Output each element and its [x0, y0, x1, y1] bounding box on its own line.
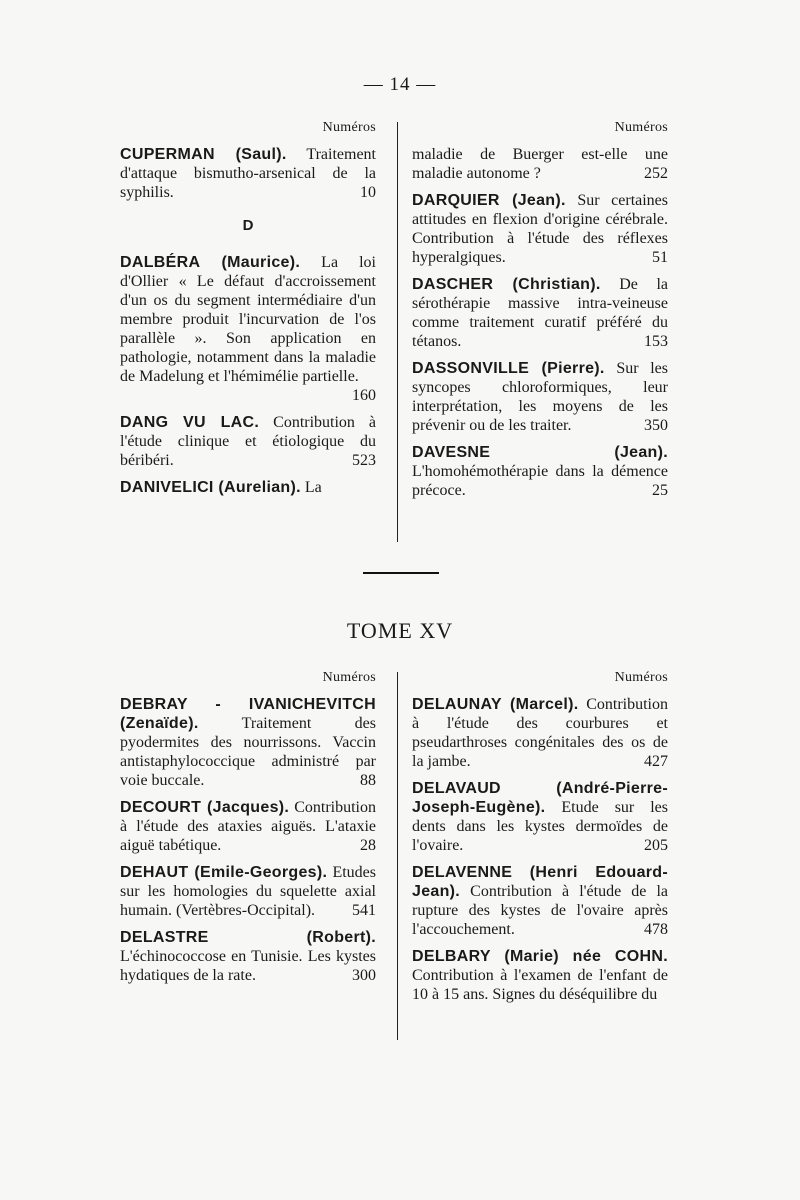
entry-title: De la sérothérapie massive intra-veineuse comme traitement curatif préféré du tétanos.	[412, 276, 668, 350]
entry-number: 51	[652, 249, 668, 266]
entry-author: DELAVAUD (André-Pierre-Joseph-Eugène).	[412, 780, 668, 816]
index-entry	[120, 253, 376, 405]
column-top-left	[120, 118, 376, 505]
entry-title: Traitement d'attaque bismutho-arsenical de la syphilis.	[120, 146, 376, 201]
column-header: Numéros	[322, 120, 376, 135]
entry-author: DARQUIER (Jean).	[412, 192, 566, 209]
index-entry	[120, 928, 376, 985]
entry-author: DALBÉRA (Maurice).	[120, 254, 301, 271]
column-top-right	[412, 118, 668, 508]
entry-title: La	[304, 479, 322, 496]
column-bottom-right	[412, 668, 668, 1012]
index-entry	[120, 413, 376, 470]
entry-title: Sur certaines attitudes en flexion d'origine cérébrale. Contribution à l'étude des réflexes hyperalgiques.	[412, 192, 669, 266]
index-entry	[120, 863, 376, 920]
entry-number: 427	[644, 753, 668, 770]
entry-author: DASCHER (Christian).	[412, 276, 601, 293]
index-entry	[120, 145, 376, 202]
page-number: — 14 —	[363, 74, 437, 95]
entry-title: Sur les syncopes chloroformiques, leur interprétation, les moyens de les prévenir ou de les traiter.	[412, 360, 669, 434]
section-divider	[363, 572, 439, 574]
entry-number: 541	[352, 902, 376, 919]
entry-author: DELAVENNE (Henri Edouard-Jean).	[412, 864, 668, 900]
tome-heading: TOME XV	[346, 618, 454, 643]
index-entry	[412, 359, 668, 435]
entry-title: L'homohémothérapie dans la démence précoce.	[412, 463, 668, 499]
column-bottom-left	[120, 668, 376, 993]
column-header: Numéros	[614, 670, 668, 685]
entry-number: 300	[352, 967, 376, 984]
entry-title: Etude sur les dents dans les kystes dermoïdes de l'ovaire.	[412, 799, 668, 854]
entry-title: Contribution à l'examen de l'enfant de 10 à 15 ans. Signes du déséquilibre du	[412, 967, 668, 1003]
index-entry	[120, 798, 376, 855]
index-entry	[412, 863, 668, 939]
entry-number: 252	[644, 165, 668, 182]
entry-author: DELBARY (Marie) née COHN.	[412, 948, 668, 965]
entry-number: 478	[644, 921, 668, 938]
index-entry	[412, 947, 668, 1004]
entry-number: 88	[360, 772, 376, 789]
index-entry-continued	[412, 145, 668, 183]
entry-author: DEHAUT (Emile-Georges).	[120, 864, 328, 881]
entry-number: 523	[352, 452, 376, 469]
entry-title: Contribution à l'étude des courbures et pseudarthroses congénitales des os de la jambe.	[412, 696, 668, 770]
entry-author: DEBRAY - IVANICHEVITCH (Zenaïde).	[120, 696, 376, 732]
entry-number: 153	[644, 333, 668, 350]
index-entry	[120, 695, 376, 790]
entry-author: DANIVELICI (Aurelian).	[120, 479, 301, 496]
entry-title: maladie de Buerger est-elle une maladie autonome ?	[412, 146, 668, 182]
index-entry	[412, 275, 668, 351]
entry-title: Contribution à l'étude des ataxies aiguës. L'ataxie aiguë tabétique.	[120, 799, 376, 854]
index-entry	[412, 779, 668, 855]
section-letter: D	[242, 217, 254, 234]
entry-author: DELAUNAY (Marcel).	[412, 696, 579, 713]
entry-title: La loi d'Ollier « Le défaut d'accroissement d'un os du segment intermédiaire d'un membre produit l'incurvation de l'os parallèle ». Son application en pathologie, notamment dans la maladie de Madelung et l'hémimélie partielle.	[120, 254, 376, 385]
entry-author: DASSONVILLE (Pierre).	[412, 360, 605, 377]
index-entry	[120, 478, 376, 497]
index-entry	[412, 191, 668, 267]
entry-author: DANG VU LAC.	[120, 414, 260, 431]
entry-title: Etudes sur les homologies du squelette axial humain. (Vertèbres-Occipital).	[120, 864, 376, 919]
column-divider	[397, 122, 398, 542]
column-header: Numéros	[322, 670, 376, 685]
entry-number: 28	[360, 837, 376, 854]
entry-number: 350	[644, 417, 668, 434]
index-entry	[412, 443, 668, 500]
entry-title: Traitement des pyodermites des nourrissons. Vaccin antistaphylococcique administré par voie buccale.	[120, 715, 376, 789]
entry-author: DELASTRE (Robert).	[120, 929, 376, 946]
entry-number: 160	[352, 387, 376, 404]
column-header: Numéros	[614, 120, 668, 135]
entry-number: 25	[652, 482, 668, 499]
entry-author: CUPERMAN (Saul).	[120, 146, 287, 163]
entry-author: DAVESNE (Jean).	[412, 444, 668, 461]
index-entry	[412, 695, 668, 771]
entry-author: DECOURT (Jacques).	[120, 799, 290, 816]
entry-title: Contribution à l'étude clinique et étiologique du béribéri.	[120, 414, 377, 469]
entry-title: Contribution à l'étude de la rupture des kystes de l'ovaire après l'accouchement.	[412, 883, 668, 938]
column-divider	[397, 672, 398, 1040]
entry-number: 205	[644, 837, 668, 854]
entry-title: L'échinococcose en Tunisie. Les kystes hydatiques de la rate.	[120, 948, 376, 984]
entry-number: 10	[360, 184, 376, 201]
